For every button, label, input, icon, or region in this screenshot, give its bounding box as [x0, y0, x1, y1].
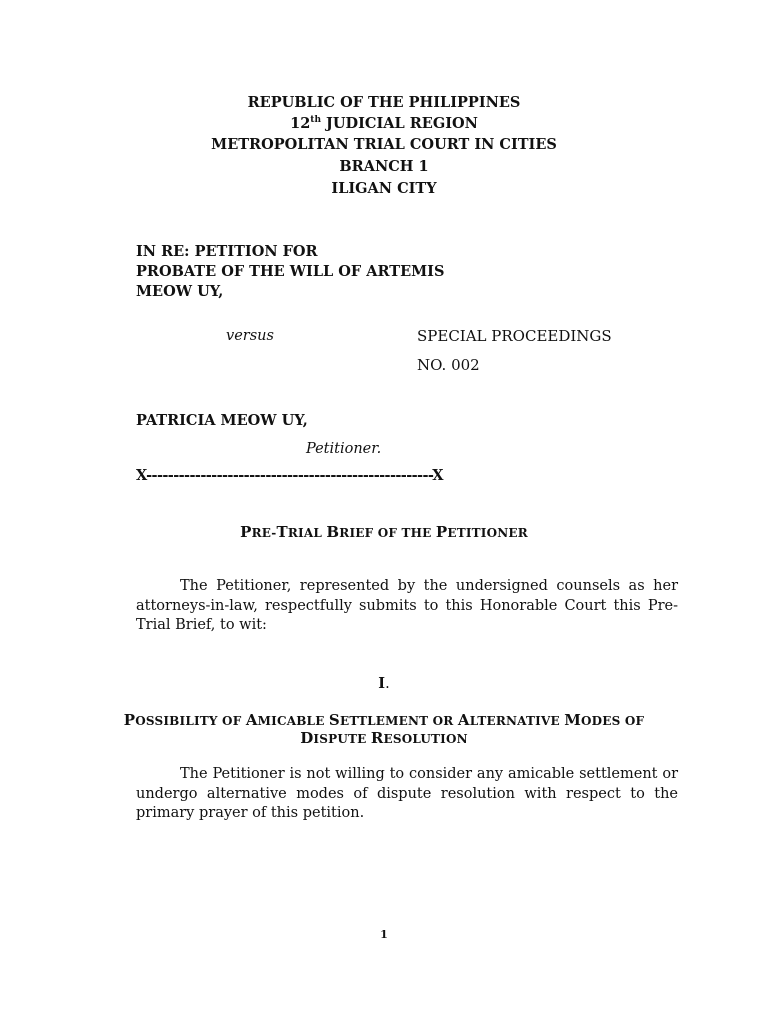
heading2-rest-1: ISPUTE: [313, 732, 371, 746]
heading1-cap-3: S: [328, 711, 340, 729]
heading1-cap-1: P: [123, 711, 136, 729]
heading1-rest-3: ETTLEMENT OR: [339, 714, 458, 728]
title-rest-1: RE-: [251, 526, 277, 540]
section-1-heading-line2: [0, 728, 768, 749]
header-city: ILIGAN CITY: [331, 180, 437, 197]
caption-in-re-line1: IN RE: PETITION FOR: [136, 243, 318, 260]
heading1-cap-4: A: [457, 711, 470, 729]
heading1-rest-5: ODES OF: [581, 714, 645, 728]
section-1-dot: .: [385, 676, 390, 692]
caption-in-re-line3: MEOW UY,: [136, 283, 224, 300]
page-number: 1: [380, 928, 388, 941]
section-1-paragraph: The Petitioner is not willing to consider any amicable settlement or undergo alternative modes of dispute resolution with respect to the primary prayer of this petition.: [136, 766, 678, 821]
caption-case-number: NO. 002: [417, 356, 480, 374]
heading2-rest-2: ESOLUTION: [383, 732, 468, 746]
caption-party-role: Petitioner.: [306, 441, 382, 457]
region-ordinal-suffix: th: [310, 115, 321, 126]
heading1-rest-2: MICABLE: [257, 714, 329, 728]
region-number: 12: [290, 115, 311, 132]
heading2-cap-2: R: [370, 729, 384, 747]
title-cap-3: B: [326, 523, 340, 541]
header-branch: BRANCH 1: [339, 158, 429, 175]
region-text: JUDICIAL REGION: [321, 115, 478, 132]
caption-case-type: SPECIAL PROCEEDINGS: [417, 327, 612, 345]
title-cap-2: T: [276, 523, 288, 541]
intro-paragraph: The Petitioner, represented by the undersigned counsels as her attorneys-in-law, respectfully submits to this Honorable Court this Pre-Trial Brief, to wit:: [136, 578, 678, 633]
header-republic: REPUBLIC OF THE PHILIPPINES: [247, 94, 521, 111]
caption-party-name: PATRICIA MEOW UY,: [136, 412, 308, 429]
title-rest-3: RIEF OF THE: [339, 526, 436, 540]
title-rest-2: RIAL: [287, 526, 327, 540]
heading1-rest-4: LTERNATIVE: [469, 714, 565, 728]
heading1-cap-2: A: [245, 711, 258, 729]
title-cap-1: P: [240, 523, 252, 541]
title-cap-4: P: [435, 523, 448, 541]
document-title: [0, 522, 768, 543]
caption-divider: X-----------------------------------------------------X: [136, 467, 443, 484]
header-court-name: METROPOLITAN TRIAL COURT IN CITIES: [211, 136, 557, 153]
heading1-rest-1: OSSIBILITY OF: [135, 714, 246, 728]
header-judicial-region: [0, 114, 768, 134]
heading2-cap-1: D: [300, 729, 314, 747]
section-1-numeral: [0, 674, 768, 694]
caption-versus: versus: [226, 328, 274, 344]
section-1-roman: I: [378, 675, 386, 692]
title-rest-4: ETITIONER: [447, 526, 528, 540]
heading1-cap-5: M: [564, 711, 582, 729]
caption-in-re-line2: PROBATE OF THE WILL OF ARTEMIS: [136, 263, 445, 280]
